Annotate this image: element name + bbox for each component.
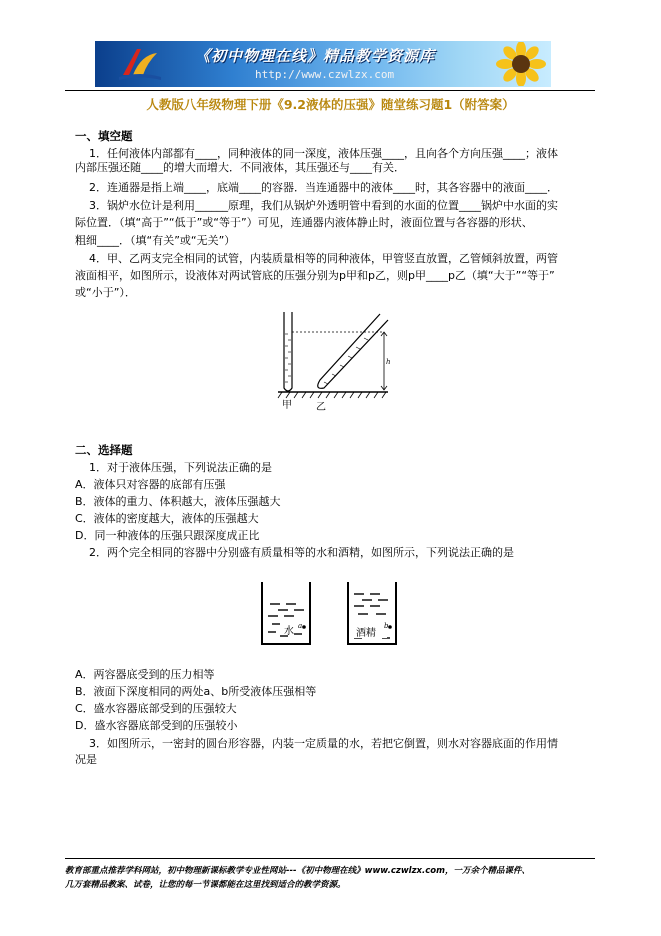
header-banner [95,41,551,87]
height-label: h [386,358,391,366]
option-line: C．盛水容器底部受到的压强较大 [75,702,237,715]
option-line: A．两容器底受到的压力相等 [75,668,215,681]
question-line: 内部压强还随____的增大而增大．不同液体，其压强还与____有关． [75,161,405,174]
question-line: 液面相平，如图所示，设液体对两试管底的压强分别为p甲和p乙，则p甲____p乙（填“大于”“等于” [75,269,555,282]
footer-line: 教育部重点推荐学科网站，初中物理新课标教学专业性网站---《初中物理在线》www.czwlzx.com，一万余个精品课件、 [65,866,530,876]
option-line: D．同一种液体的压强只跟深度成正比 [75,529,260,542]
section-heading-choice: 二、选择题 [75,443,133,457]
containers-figure [258,580,418,650]
point-a-label: a [298,622,303,630]
point-b-label: b [384,622,389,630]
question-line: 1．任何液体内部都有____，同种液体的同一深度，液体压强____，且向各个方向压强____；液体 [89,147,558,160]
question-line: 或“小于”）． [75,286,136,299]
footer-rule [65,858,595,859]
option-line: D．盛水容器底部受到的压强较小 [75,719,238,732]
document-title: 人教版八年级物理下册《9.2液体的压强》随堂练习题1（附答案） [146,97,515,112]
tube-label-yi: 乙 [316,402,326,412]
water-label: 水 [284,626,294,637]
banner-url: http://www.czwlzx.com [255,68,395,81]
option-line: C．液体的密度越大，液体的压强越大 [75,512,259,525]
banner-title: 《初中物理在线》精品教学资源库 [195,47,436,65]
test-tube-figure [276,310,396,412]
question-line: 3．如图所示，一密封的圆台形容器，内装一定质量的水，若把它倒置，则水对容器底面的作用情 [89,737,558,750]
option-line: B．液体的重力、体积越大，液体压强越大 [75,495,281,508]
header-rule [65,90,595,91]
question-line: 2．连通器是指上端____，底端____的容器．当连通器中的液体____时，其各容器中的液面____． [89,181,558,194]
question-line: 粗细____．（填“有关”或“无关”） [75,234,236,247]
tube-label-jia: 甲 [282,400,292,411]
question-line: 4．甲、乙两支完全相同的试管，内装质量相等的同种液体，甲管竖直放置，乙管倾斜放置，两管 [89,252,558,265]
question-line: 况是 [75,753,97,766]
sunflower-icon [493,42,549,86]
question-line: 3．锅炉水位计是利用______原理，我们从锅炉外透明管中看到的水面的位置____锅炉中水面的实 [89,199,558,212]
section-heading-fill: 一、填空题 [75,129,133,143]
alcohol-label: 酒精 [356,628,376,639]
question-line: 1．对于液体压强，下列说法正确的是 [89,461,272,474]
question-line: 2．两个完全相同的容器中分别盛有质量相等的水和酒精，如图所示，下列说法正确的是 [89,546,514,559]
option-line: A．液体只对容器的底部有压强 [75,478,226,491]
option-line: B．液面下深度相同的两处a、b所受液体压强相等 [75,685,317,698]
site-logo-icon [117,45,163,83]
footer-line: 几万套精品教案、试卷，让您的每一节课都能在这里找到适合的教学资源。 [65,880,346,890]
question-line: 际位置．（填“高于”“低于”或“等于”）可见，连通器内液体静止时，液面位置与各容器的形状、 [75,216,533,229]
